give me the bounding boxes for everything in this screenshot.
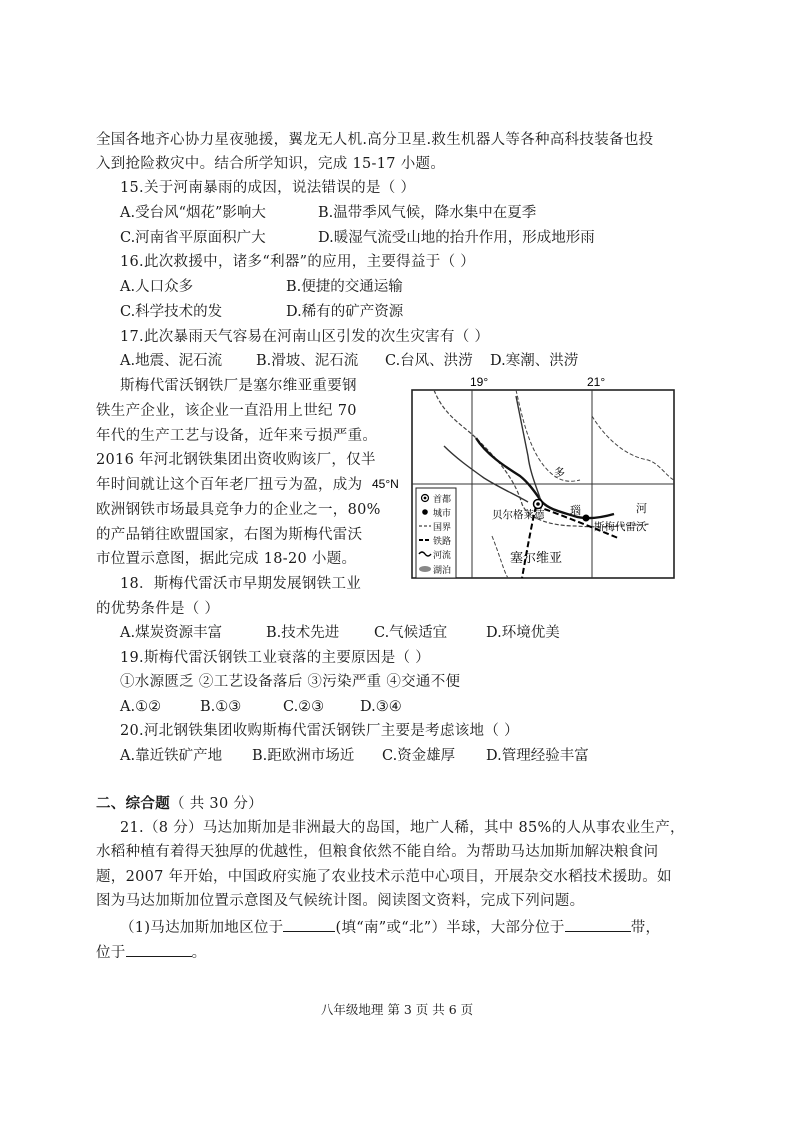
q18-option-b: B.技术先进 <box>266 625 340 641</box>
q16-option-a: A.人口众多 <box>120 279 194 295</box>
q18-stem-1: 18．斯梅代雷沃市早期发展钢铁工业 <box>120 576 362 592</box>
q15-option-d: D.暖湿气流受山地的抬升作用，形成地形雨 <box>318 230 595 246</box>
q16-option-b: B.便捷的交通运输 <box>286 279 403 295</box>
legend-river-label: 河流 <box>433 551 452 561</box>
q21-line-2: 水稻种植有着得天独厚的优越性，但粮食依然不能自给。为帮助马达加斯加解决粮食问 <box>96 844 659 860</box>
q17-stem: 17.此次暴雨天气容易在河南山区引发的次生灾害有（ ） <box>120 329 490 345</box>
river-label-1: 多 <box>554 466 565 479</box>
capital-label: 贝尔格莱德 <box>492 509 545 521</box>
location-answer-blank[interactable] <box>126 942 192 957</box>
capital-marker-dot <box>536 502 540 506</box>
zone-answer-blank[interactable] <box>565 917 631 932</box>
passage2-line-6: 欧洲钢铁市场最具竞争力的企业之一，80% <box>96 502 381 518</box>
q21-sub1-text-b: (填“南”或“北”）半球，大部分位于 <box>335 920 565 936</box>
river-label-2: 瑙 <box>570 504 581 517</box>
q16-option-c: C.科学技术的发 <box>120 304 223 320</box>
q15-option-a: A.受台风“烟花”影响大 <box>120 205 266 221</box>
q15-stem: 15.关于河南暴雨的成因，说法错误的是（ ） <box>120 180 416 196</box>
intro-line-1: 全国各地齐心协力星夜驰援，翼龙无人机.高分卫星.救生机器人等各种高科技装备也投 <box>96 132 654 148</box>
passage2-line-8: 市位置示意图，据此完成 18-20 小题。 <box>96 551 357 567</box>
city-marker <box>583 515 590 522</box>
q18-option-a: A.煤炭资源丰富 <box>120 625 223 641</box>
border-line-2 <box>516 390 580 481</box>
q21-sub1-text-c: 带， <box>630 920 661 936</box>
legend-city-label: 城市 <box>433 509 452 519</box>
intro-line-2: 入到抢险救灾中。结合所学知识，完成 15-17 小题。 <box>96 156 446 172</box>
q19-option-a: A.①② <box>120 699 162 715</box>
legend-lake-label: 湖泊 <box>433 566 452 576</box>
q17-option-d: D.寒潮、洪涝 <box>490 353 579 369</box>
q18-option-d: D.环境优美 <box>486 625 560 641</box>
q21-sub1-line <box>120 917 660 937</box>
danube-river <box>476 438 614 518</box>
q18-option-c: C.气候适宜 <box>374 625 448 641</box>
border-line-3 <box>592 416 674 480</box>
q20-option-a: A.靠近铁矿产地 <box>120 748 223 764</box>
city-label: 斯梅代雷沃 <box>594 521 647 533</box>
q21-sub1-text-e: 。 <box>191 945 207 961</box>
map-label-21: 21° <box>587 375 606 389</box>
map-label-45n: 45°N <box>372 477 399 491</box>
q19-option-c: C.②③ <box>283 699 325 715</box>
q17-option-a: A.地震、泥石流 <box>120 353 223 369</box>
q18-stem-2: 的优势条件是（ ） <box>96 601 220 617</box>
q21-sub1-line-2 <box>96 942 206 962</box>
q21-line-1: 21.（8 分）马达加斯加是非洲最大的岛国，地广人稀，其中 85%的人从事农业生产， <box>120 820 685 836</box>
passage2-line-2: 铁生产企业，该企业一直沿用上世纪 70 <box>96 403 357 419</box>
q20-option-d: D.管理经验丰富 <box>486 748 589 764</box>
passage2-line-5: 年时间就让这个百年老厂扭亏为盈，成为 <box>96 477 363 493</box>
hemisphere-answer-blank[interactable] <box>283 917 335 932</box>
country-label: 塞尔维亚 <box>510 551 563 566</box>
q21-line-4: 图为马达加斯加位置示意图及气候统计图。阅读图文资料，完成下列问题。 <box>96 893 585 909</box>
q16-option-d: D.稀有的矿产资源 <box>286 304 404 320</box>
q20-option-c: C.资金雄厚 <box>382 748 456 764</box>
q21-sub1-text-d: 位于 <box>96 945 126 961</box>
q21-line-3: 题，2007 年开始，中国政府实施了农业技术示范中心项目，开展杂交水稻技术援助。如 <box>96 869 672 885</box>
section2-score: （ 共 30 分） <box>170 796 263 812</box>
passage2-line-7: 的产品销往欧盟国家，右图为斯梅代雷沃 <box>96 527 363 543</box>
q20-option-b: B.距欧洲市场近 <box>252 748 355 764</box>
q16-stem: 16.此次救援中，诸多“利器”的应用，主要得益于（ ） <box>120 254 476 270</box>
q17-option-c: C.台风、洪涝 <box>385 353 473 369</box>
border-line-4 <box>492 536 508 578</box>
smederevo-location-map <box>372 375 680 590</box>
section2-title: 二、综合题 <box>96 795 170 812</box>
q17-option-b: B.滑坡、泥石流 <box>256 353 359 369</box>
q19-option-d: D.③④ <box>360 699 402 715</box>
legend-railway-label: 铁路 <box>433 537 452 547</box>
river-label-3: 河 <box>636 502 647 515</box>
q15-option-b: B.温带季风气候，降水集中在夏季 <box>318 205 537 221</box>
q19-stem: 19.斯梅代雷沃钢铁工业衰落的主要原因是（ ） <box>120 650 431 666</box>
passage2-line-4: 2016 年河北钢铁集团出资收购该厂，仅半 <box>96 452 376 468</box>
passage2-line-1: 斯梅代雷沃钢铁厂是塞尔维亚重要钢 <box>120 378 357 394</box>
q19-items: ①水源匮乏 ②工艺设备落后 ③污染严重 ④交通不便 <box>120 674 461 690</box>
q19-option-b: B.①③ <box>200 699 242 715</box>
passage2-line-3: 年代的生产工艺与设备，近年来亏损严重。 <box>96 428 378 444</box>
map-label-19: 19° <box>470 375 489 389</box>
q21-sub1-text-a: （1)马达加斯加地区位于 <box>120 920 284 936</box>
legend-border-label: 国界 <box>433 523 452 533</box>
page-footer: 八年级地理 第 3 页 共 6 页 <box>320 1002 474 1017</box>
q15-option-c: C.河南省平原面积广大 <box>120 230 266 246</box>
q20-stem: 20.河北钢铁集团收购斯梅代雷沃钢铁厂主要是考虑该地（ ） <box>120 723 519 739</box>
section2-heading <box>96 795 263 813</box>
legend-capital-label: 首都 <box>433 495 452 505</box>
